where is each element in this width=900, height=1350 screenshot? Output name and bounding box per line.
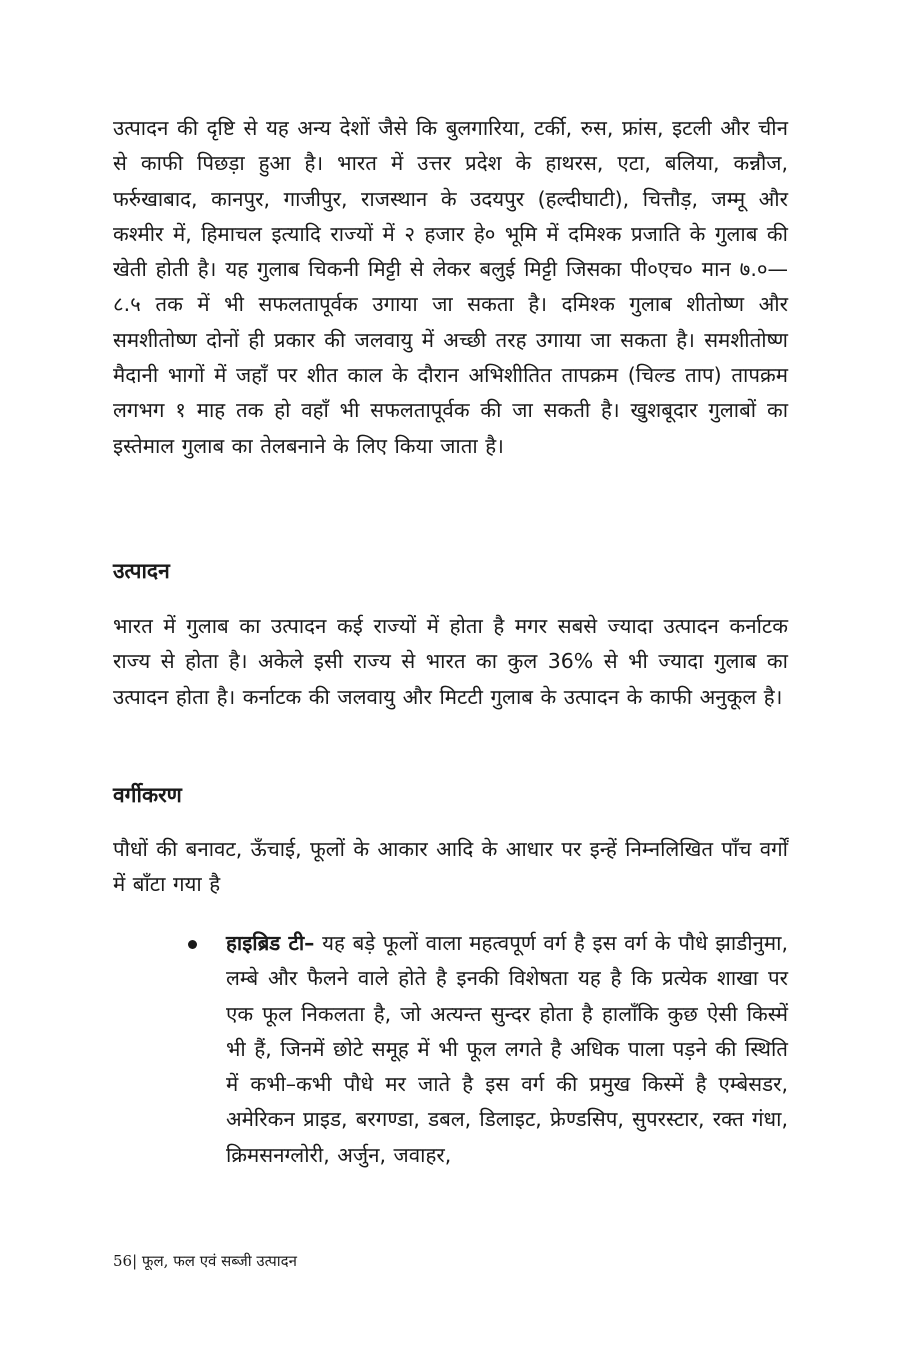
footer-separator: |	[132, 1252, 138, 1270]
list-item	[226, 926, 788, 1173]
bullet-term: हाइब्रिड टी–	[226, 931, 315, 955]
classification-list	[226, 926, 788, 1173]
book-title: फूल, फल एवं सब्जी उत्पादन	[137, 1252, 297, 1270]
page-footer	[113, 1250, 297, 1272]
classification-heading: वर्गीकरण	[113, 783, 182, 807]
classification-paragraph: पौधों की बनावट, ऊँचाई, फूलों के आकार आदि के आधार पर इन्हें निम्नलिखित पाँच वर्गों में बाँटा गया है	[113, 837, 788, 897]
bullet-text: यह बड़े फूलों वाला महत्वपूर्ण वर्ग है इस वर्ग के पौधे झाडीनुमा, लम्बे और फैलने वाले होते है इनकी विशेषता यह है कि प्रत्येक शाखा पर एक फूल निकलता है, जो अत्यन्त सुन्दर होता है हालाँकि कुछ ऐसी किस्में भी हैं, जिनमें छोटे समूह में भी फूल लगते है अधिक पाला पड़ने की स्थिति में कभी–कभी पौधे मर जाते है इस वर्ग की प्रमुख किस्में है एम्बेसडर, अमेरिकन प्राइड, बरगण्डा, डबल, डिलाइट, फ्रेण्डसिप, सुपरस्टार, रक्त गंधा, क्रिमसनग्लोरी, अर्जुन, जवाहर,	[226, 931, 788, 1167]
production-heading: उत्पादन	[113, 559, 170, 583]
bullet-icon	[188, 940, 197, 949]
intro-paragraph: उत्पादन की दृष्टि से यह अन्य देशों जैसे कि बुलगारिया, टर्की, रुस, फ्रांस, इटली और चीन से काफी पिछड़ा हुआ है। भारत में उत्तर प्रदेश के हाथरस, एटा, बलिया, कन्नौज, फर्रुखाबाद, कानपुर, गाजीपुर, राजस्थान के उदयपुर (हल्दीघाटी), चित्तौड़, जम्मू और कश्मीर में, हिमाचल इत्यादि राज्यों में २ हजार हे० भूमि में दमिश्क प्रजाति के गुलाब की खेती होती है। यह गुलाब चिकनी मिट्टी से लेकर बलुई मिट्टी जिसका पी०एच० मान ७.०—८.५ तक में भी सफलतापूर्वक उगाया जा सकता है। दमिश्क गुलाब शीतोष्ण और समशीतोष्ण दोनों ही प्रकार की जलवायु में अच्छी तरह उगाया जा सकता है। समशीतोष्ण मैदानी भागों में जहाँ पर शीत काल के दौरान अभिशीतित तापक्रम (चिल्ड ताप) तापक्रम लगभग १ माह तक हो वहाँ भी सफलतापूर्वक की जा सकती है। खुशबूदार गुलाबों का इस्तेमाल गुलाब का तेलबनाने के लिए किया जाता है।	[113, 116, 788, 458]
page-number: 56	[113, 1252, 133, 1270]
production-paragraph: भारत में गुलाब का उत्पादन कई राज्यों में होता है मगर सबसे ज्यादा उत्पादन कर्नाटक राज्य से होता है। अकेले इसी राज्य से भारत का कुल 36% से भी ज्यादा गुलाब का उत्पादन होता है। कर्नाटक की जलवायु और मिटटी गुलाब के उत्पादन के काफी अनुकूल है।	[113, 614, 788, 709]
